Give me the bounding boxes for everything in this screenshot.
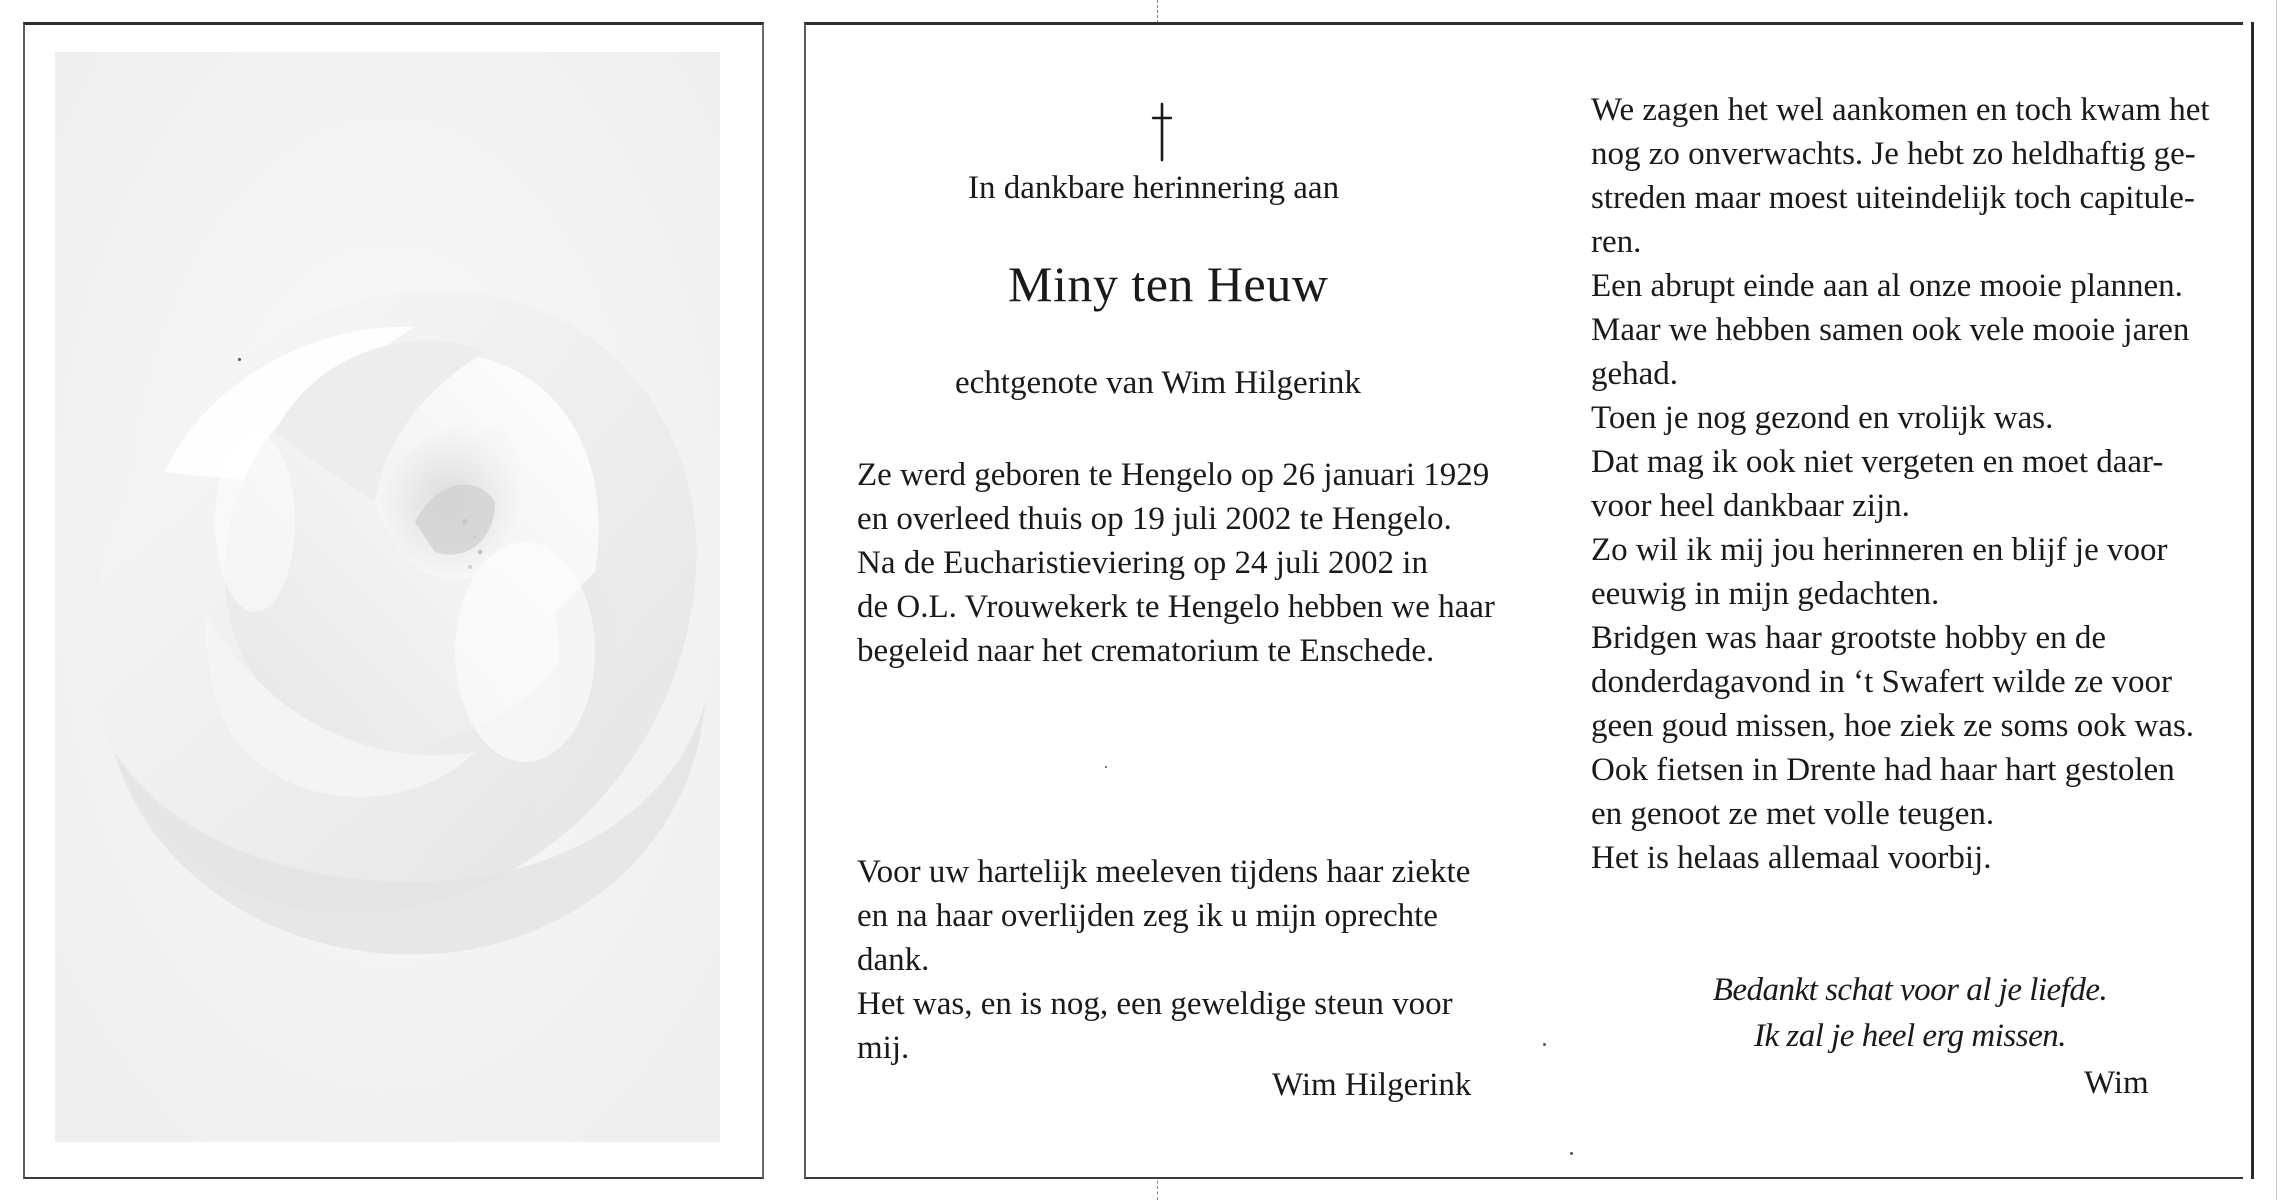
biography-line: begeleid naar het crematorium te Enschede. [857,633,1435,669]
closing-line: Ik zal je heel erg missen. [1753,1018,2067,1054]
memory-line: Een abrupt einde aan al onze mooie plannen. [1591,268,2183,304]
spouse-line: echtgenote van Wim Hilgerink [955,365,1361,401]
biography-line: en overleed thuis op 19 juli 2002 te Hengelo. [857,501,1452,537]
memory-line: gehad. [1591,356,1679,392]
thanks-line: mij. [857,1030,910,1066]
intro-line: In dankbare herinnering aan [968,170,1340,206]
memory-line: Bridgen was haar grootste hobby en de [1591,620,2107,656]
closing-signature: Wim [2084,1065,2149,1101]
memory-line: nog zo onverwachts. Je hebt zo heldhaftig ge- [1591,136,2196,172]
deceased-name: Miny ten Heuw [1008,256,1329,312]
memory-line: streden maar moest uiteindelijk toch capitule- [1591,180,2195,216]
memory-line: We zagen het wel aankomen en toch kwam het [1591,92,2210,128]
memory-line: eeuwig in mijn gedachten. [1591,576,1940,612]
scan-edge-line [2276,0,2277,1200]
biography-line: de O.L. Vrouwekerk te Hengelo hebben we haar [857,589,1495,625]
closing-line: Bedankt schat voor al je liefde. [1712,972,2108,1008]
biography-paragraph [857,453,1497,673]
scan-speck [238,358,241,361]
memory-line: Ook fietsen in Drente had haar hart gestolen [1591,752,2175,788]
thanks-line: dank. [857,942,930,978]
thanks-paragraph [857,850,1497,1070]
memory-line: donderdagavond in ‘t Swafert wilde ze voor [1591,664,2172,700]
memory-line: Zo wil ik mij jou herinneren en blijf je voor [1591,532,2168,568]
closing-verse [1700,967,2120,1059]
memory-line: en genoot ze met volle teugen. [1591,796,1995,832]
memory-line: Maar we hebben samen ook vele mooie jaren [1591,312,2190,348]
thanks-line: Het was, en is nog, een geweldige steun voor [857,986,1453,1022]
scan-speck [1570,1152,1573,1155]
memory-paragraph [1591,88,2226,880]
card-right-edge [2251,22,2254,1179]
white-rose-image [55,52,720,1142]
memory-line: Het is helaas allemaal voorbij. [1591,840,1992,876]
memory-line: voor heel dankbaar zijn. [1591,488,1910,524]
thanks-line: en na haar overlijden zeg ik u mijn oprechte [857,898,1438,934]
scan-speck [1543,1043,1546,1046]
scan-speck [1105,766,1107,768]
memory-line: Dat mag ik ook niet vergeten en moet daar- [1591,444,2164,480]
biography-line: Ze werd geboren te Hengelo op 26 januari 1929 [857,457,1490,493]
cross-icon [1150,100,1174,162]
thanks-signature: Wim Hilgerink [1272,1067,1472,1103]
memory-line: geen goud missen, hoe ziek ze soms ook was. [1591,708,2195,744]
memory-line: ren. [1591,224,1642,260]
thanks-line: Voor uw hartelijk meeleven tijdens haar ziekte [857,854,1471,890]
memory-line: Toen je nog gezond en vrolijk was. [1591,400,2054,436]
biography-line: Na de Eucharistieviering op 24 juli 2002 in [857,545,1428,581]
